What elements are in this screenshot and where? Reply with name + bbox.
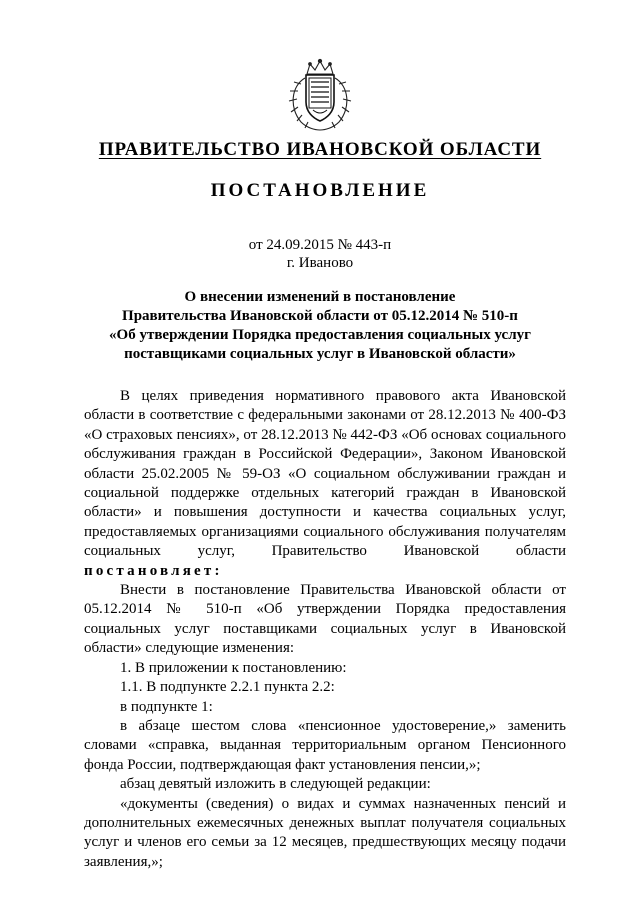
document-meta [0, 236, 640, 272]
coat-of-arms-icon [285, 58, 355, 132]
document-city: г. Иваново [286, 255, 354, 271]
resolves-colon: : [214, 562, 220, 579]
subject-line: Правительства Ивановской области от 05.12.2014 № 510-п [122, 308, 518, 324]
body-paragraph: в абзаце шестом слова «пенсионное удостоверение,» заменить словами «справка, выданная территориальным органом Пенсионного фонда России, подтверждающая факт установления пенсии,»; [84, 717, 566, 773]
resolves-line [84, 562, 566, 581]
document-body [84, 387, 566, 872]
subject-line: «Об утверждении Порядка предоставления социальных услуг [109, 327, 531, 343]
subject-line: О внесении изменений в постановление [184, 289, 456, 305]
resolves-word: постановляет [84, 562, 215, 579]
body-paragraph: 1. В приложении к постановлению: [120, 659, 347, 676]
body-paragraph: абзац девятый изложить в следующей редакции: [120, 776, 431, 793]
document-subject [80, 288, 560, 364]
organization-title: ПРАВИТЕЛЬСТВО ИВАНОВСКОЙ ОБЛАСТИ [98, 139, 542, 160]
body-paragraph: Внести в постановление Правительства Ивановской области от 05.12.2014 № 510-п «Об утверждении Порядка предоставления социальных услуг поставщиками социальных услуг в Ивановской области» следующие изменения: [84, 582, 566, 657]
body-paragraph: 1.1. В подпункте 2.2.1 пункта 2.2: [120, 679, 335, 696]
subject-line: поставщиками социальных услуг в Ивановской области» [124, 346, 516, 362]
preamble-paragraph: В целях приведения нормативного правового акта Ивановской области в соответствие с федеральными законами от 28.12.2013 № 400-ФЗ «О страховых пенсиях», от 28.12.2013 № 442-ФЗ «Об основах социального обслуживания граждан в Российской Федерации», Законом Ивановской области 25.02.2005 № 59-ОЗ «О социальном обслуживании граждан и социальной поддержке отдельных категорий граждан в Ивановской области» и повышения доступности и качества социальных услуг, предоставляемых организациями социального обслуживания получателям социальных услуг, Правительство Ивановской области [84, 388, 566, 560]
body-paragraph: «документы (сведения) о видах и суммах назначенных пенсий и дополнительных ежемесячных денежных выплат получателя социальных услуг и членов его семьи за 12 месяцев, предшествующих месяцу подачи заявления,»; [84, 795, 566, 870]
body-paragraph: в подпункте 1: [120, 698, 213, 715]
document-type: ПОСТАНОВЛЕНИЕ [210, 180, 430, 201]
document-date-number: от 24.09.2015 № 443-п [248, 237, 392, 253]
